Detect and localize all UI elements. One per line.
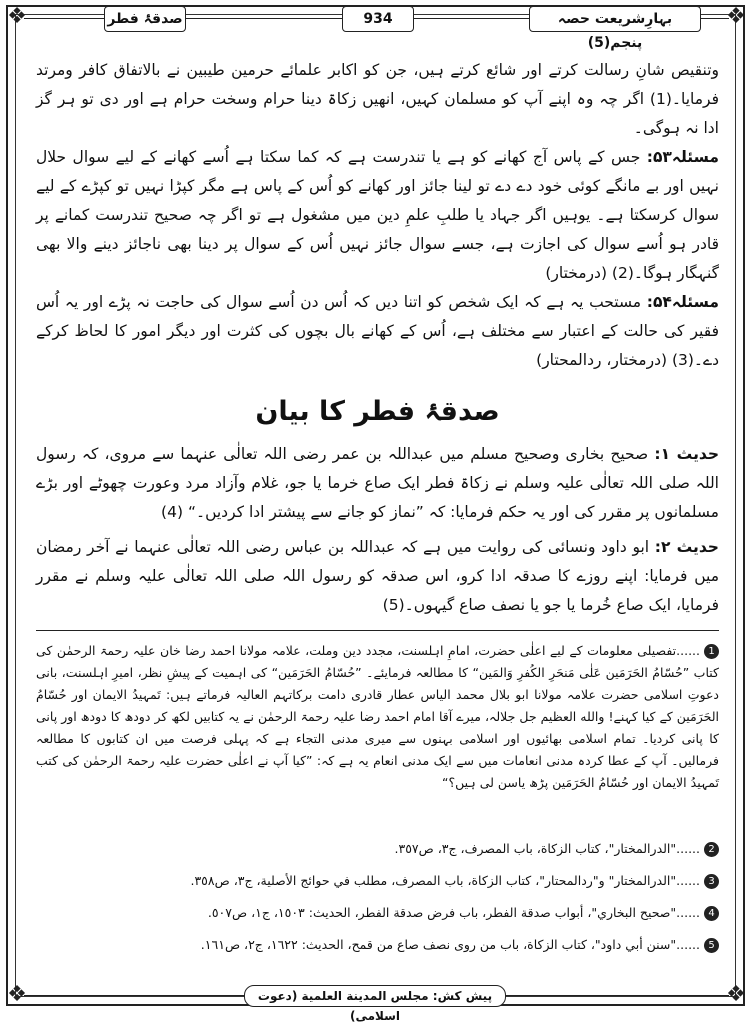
footnote-number: 3 <box>704 874 719 889</box>
corner-ornament-icon: ❖ <box>726 4 746 29</box>
presenter-name: مجلس المدينة العلمية <box>301 989 429 1003</box>
masla-label: مسئلہ۵۴: <box>646 293 719 311</box>
footnote-divider <box>36 630 719 631</box>
publisher-box <box>244 985 506 1023</box>
footnote-text: ......تفصیلی معلومات کے لیے اعلٰی حضرت، امامِ اہلسنت، مجدد دین وملت، علامہ مولانا احمد رضا خان علیہ رحمۃ الرحمٰن کی کتاب ”حُسّامُ الحَرَمَین عَلٰی مَنحَرِ الکُفرِ وَالمَین“ کا مطالعہ فرمایئے۔ ”حُسّامُ الحَرَمَین“ کی اہمیت کے پیشِ نظر، امیرِ اہلسنت، بانی دعوتِ اسلامی حضرت علامہ مولانا ابو بلال محمد الیاس عطار قادری دامت برکاتہم العالیہ فرماتے ہیں: تَمہیدُ الایمان اور حُسّامُ الحَرَمَین کے کیا کہنے! والله العظیم جل جلالہ، میرے آقا امام احمد رضا علیہ رحمۃ الرحمٰن نے یہ کتابیں لکھ کر دودھ کا دودھ اور پانی کا پانی کردیا۔ تمام اسلامی بھائیوں اور اسلامی بہنوں سے میری مدنی التجاء ہے کہ پہلی فرصت میں ان کتابوں کا مطالعہ فرمالیں۔ آپ کے عطا کردہ مدنی انعامات میں سے ایک مدنی انعام یہ ہے کہ: ”کیا آپ نے اعلٰی حضرت علیہ رحمۃ الرحمٰن کی کتب تَمہیدُ الایمان اور حُسّامُ الحَرَمَین پڑھ یاسن لی ہیں؟“ <box>36 643 719 790</box>
page-number: 934 <box>342 6 414 32</box>
footnote-1 <box>36 640 719 794</box>
hadith-1 <box>36 440 719 527</box>
footnote-text: ......"صحيح البخاري"، أبواب صدقة الفطر، باب فرض صدقة الفطر، الحديث: ١٥٠٣، ج١، ص٥٠٧. <box>207 905 700 920</box>
hadith-text: صحیح بخاری وصحیح مسلم میں عبداللہ بن عمر رضی اللہ تعالٰی عنہما سے مروی، کہ رسول اللہ صلی اللہ تعالٰی علیہ وسلم نے زکاۃ فطر ایک صاع خرما یا جو، غلام وآزاد مرد وعورت چھوٹے اور بڑے مسلمانوں پر مقرر کی اور یہ حکم فرمایا: کہ ”نماز کو جانے سے پیشتر ادا کردیں۔“ (4) <box>36 445 719 521</box>
corner-ornament-icon: ❖ <box>7 4 27 29</box>
hadith-label: حدیث ۲: <box>654 538 719 556</box>
paragraph <box>36 56 719 143</box>
corner-ornament-icon: ❖ <box>726 982 746 1007</box>
paragraph-text: مستحب یہ ہے کہ ایک شخص کو اتنا دیں کہ اُس دن اُسے سوال کی حاجت نہ پڑے اور یہ اُس فقیر کی حالت کے اعتبار سے مختلف ہے، اُس کے کھانے بال بچوں کی کثرت اور دیگر امور کا لحاظ کرکے دے۔(3) (درمختار، ردالمحتار) <box>36 293 719 369</box>
page-footer <box>24 985 729 1023</box>
hadith-section <box>36 440 719 620</box>
footnote-2 <box>36 838 719 860</box>
masla-54 <box>36 288 719 375</box>
footnote-number: 2 <box>704 842 719 857</box>
footnote-text: ......"الدرالمختار" و"ردالمحتار"، كتاب الزكاة، باب المصرف، مطلب في حوائج الأصلية، ج٣، ص٣٥٨. <box>190 873 700 888</box>
footnote-number: 4 <box>704 906 719 921</box>
footnote-text: ......"سنن أبي داود"، كتاب الزكاة، باب من روى نصف صاع من قمح، الحديث: ١٦٢٢، ج٢، ص١٦١. <box>200 937 700 952</box>
paragraph-text: جس کے پاس آج کھانے کو ہے یا تندرست ہے کہ کما سکتا ہے اُسے کھانے کے لیے سوال حلال نہیں اور بے مانگے کوئی خود دے دے تو لینا جائز اور کھانے کو اُس کے پاس ہے مگر کپڑا نہیں تو کپڑے کے لیے سوال کرسکتا ہے۔ یوہیں اگر جہاد یا طلبِ علمِ دین میں مشغول ہے تو اگر چہ صحیح تندرست کمانے پر قادر ہو اُسے سوال کی اجازت ہے، جسے سوال جائز نہیں اُس کے سوال پر دینا بھی ناجائز دینے والا بھی گنہگار ہوگا۔(2) (درمختار) <box>36 148 719 282</box>
footnote-number: 1 <box>704 644 719 659</box>
hadith-label: حدیث ۱: <box>654 445 720 463</box>
masla-53 <box>36 143 719 288</box>
section-title: صدقۂ فطر <box>104 6 186 32</box>
presenter-note: (دعوت اسلامی) <box>257 989 401 1023</box>
body-text <box>36 56 719 375</box>
page-header <box>24 6 729 51</box>
corner-ornament-icon: ❖ <box>7 982 27 1007</box>
hadith-2 <box>36 533 719 620</box>
masla-label: مسئلہ۵۳: <box>646 148 719 166</box>
footnote-4 <box>36 902 719 924</box>
footnote-5 <box>36 934 719 956</box>
footnote-text: ......"الدرالمختار"، كتاب الزكاة، باب المصرف، ج٣، ص٣٥٧. <box>394 841 700 856</box>
footnote-number: 5 <box>704 938 719 953</box>
chapter-title: صدقۂ فطر کا بیان <box>255 396 500 427</box>
footnote-3 <box>36 870 719 892</box>
book-title: بہارِشریعت حصہ پنجم(5) <box>529 6 701 32</box>
presenter-label: پیش کش: <box>432 989 493 1003</box>
paragraph-text: وتنقیص شانِ رسالت کرتے اور شائع کرتے ہیں، جن کو اکابر علمائے حرمین طیبین نے بالاتفاق کافر ومرتد فرمایا۔(1) اگر چہ وہ اپنے آپ کو مسلمان کہیں، انھیں زکاۃ دینا حرام وسخت حرام ہے اور دی تو ہر گز ادا نہ ہوگی۔ <box>36 61 719 137</box>
hadith-text: ابو داود ونسائی کی روایت میں ہے کہ عبداللہ بن عباس رضی اللہ تعالٰی عنہما نے آخر رمضان میں فرمایا: اپنے روزے کا صدقہ ادا کرو، اس صدقہ کو رسول اللہ صلی اللہ تعالٰی علیہ وسلم نے مقرر فرمایا، ایک صاع خُرما یا جو یا نصف صاع گیہوں۔(5) <box>36 538 719 614</box>
